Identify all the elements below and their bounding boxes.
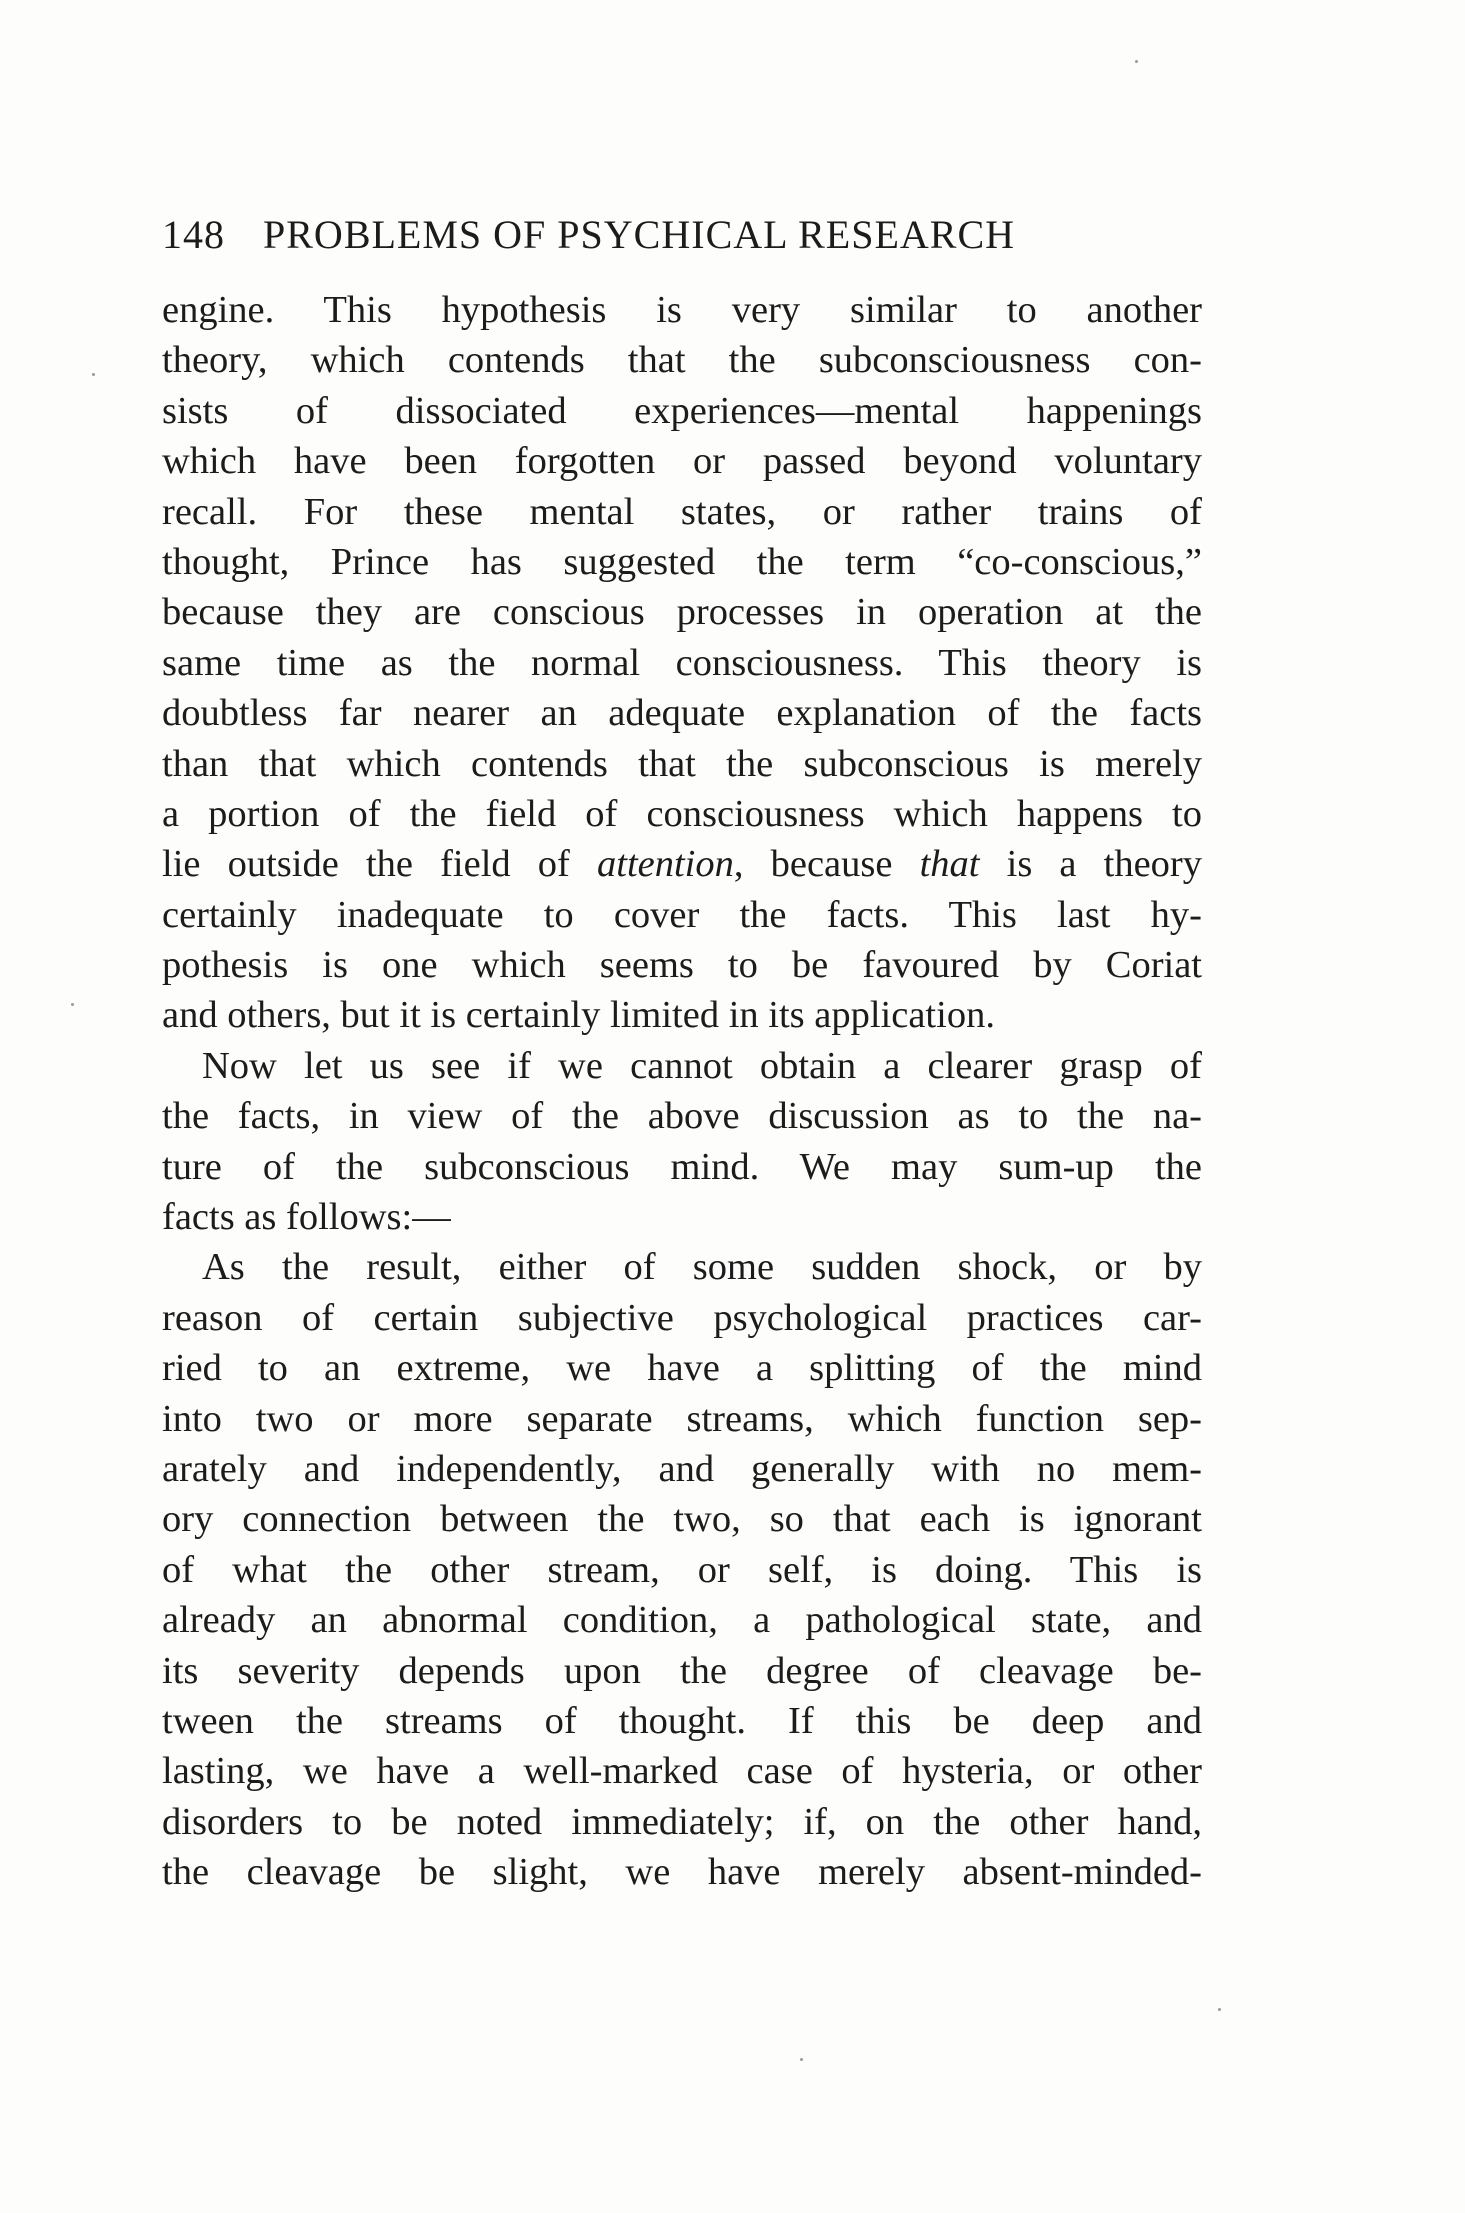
body-text bbox=[162, 285, 1202, 1898]
text-line: same time as the normal consciousness. This theory is bbox=[162, 641, 1202, 684]
text-line: tween the streams of thought. If this be deep and bbox=[162, 1699, 1202, 1742]
text-line: recall. For these mental states, or rather trains of bbox=[162, 490, 1202, 533]
text-line: because they are conscious processes in operation at the bbox=[162, 591, 1202, 634]
scan-speck bbox=[92, 373, 95, 376]
text-line: than that which contends that the subconscious is merely bbox=[162, 742, 1202, 785]
paragraph bbox=[162, 1242, 1202, 1897]
text-line: the cleavage be slight, we have merely absent-minded- bbox=[162, 1851, 1202, 1894]
page-number: 148 bbox=[162, 212, 225, 257]
emphasis: that bbox=[919, 843, 980, 886]
text-line: which have been forgotten or passed beyond voluntary bbox=[162, 440, 1202, 483]
paragraph bbox=[162, 1041, 1202, 1243]
text-line: ried to an extreme, we have a splitting of the mind bbox=[162, 1347, 1202, 1390]
text-line: arately and independently, and generally with no mem- bbox=[162, 1447, 1202, 1490]
scan-speck bbox=[800, 2058, 803, 2061]
text-line: ory connection between the two, so that each is ignorant bbox=[162, 1498, 1202, 1541]
text-line: certainly inadequate to cover the facts. This last hy- bbox=[162, 893, 1202, 936]
running-head bbox=[162, 205, 1202, 265]
text-line: facts as follows:— bbox=[162, 1196, 451, 1239]
text-line: lasting, we have a well-marked case of hysteria, or other bbox=[162, 1750, 1202, 1793]
emphasis: attention bbox=[597, 843, 734, 886]
text-line: Now let us see if we cannot obtain a clearer grasp of bbox=[202, 1044, 1202, 1087]
text-line: pothesis is one which seems to be favoured by Coriat bbox=[162, 944, 1202, 987]
paragraph bbox=[162, 285, 1202, 1041]
text-line: lie outside the field of attention, because that is a theory bbox=[162, 843, 1202, 886]
text-line: already an abnormal condition, a pathological state, and bbox=[162, 1599, 1202, 1642]
scan-speck bbox=[71, 1003, 74, 1006]
text-line: engine. This hypothesis is very similar to another bbox=[162, 289, 1202, 331]
text-line: into two or more separate streams, which function sep- bbox=[162, 1397, 1202, 1440]
text-line: and others, but it is certainly limited in its application. bbox=[162, 994, 995, 1037]
text-line: reason of certain subjective psychological practices car- bbox=[162, 1296, 1202, 1339]
text-line: theory, which contends that the subconsciousness con- bbox=[162, 339, 1202, 382]
text-line: its severity depends upon the degree of cleavage be- bbox=[162, 1649, 1202, 1692]
text-line: disorders to be noted immediately; if, on the other hand, bbox=[162, 1800, 1202, 1843]
text-line: sists of dissociated experiences—mental happenings bbox=[162, 389, 1202, 432]
text-line: thought, Prince has suggested the term “co-conscious,” bbox=[162, 540, 1202, 583]
text-line: doubtless far nearer an adequate explanation of the facts bbox=[162, 692, 1202, 735]
text-line: a portion of the field of consciousness which happens to bbox=[162, 792, 1202, 835]
text-line: As the result, either of some sudden shock, or by bbox=[202, 1246, 1202, 1289]
text-line: of what the other stream, or self, is doing. This is bbox=[162, 1548, 1202, 1591]
scan-speck bbox=[1135, 60, 1138, 63]
text-line: ture of the subconscious mind. We may sum-up the bbox=[162, 1145, 1202, 1188]
text-line: the facts, in view of the above discussion as to the na- bbox=[162, 1095, 1202, 1138]
scan-speck bbox=[1218, 2008, 1221, 2011]
running-title: PROBLEMS OF PSYCHICAL RESEARCH bbox=[263, 212, 1016, 257]
